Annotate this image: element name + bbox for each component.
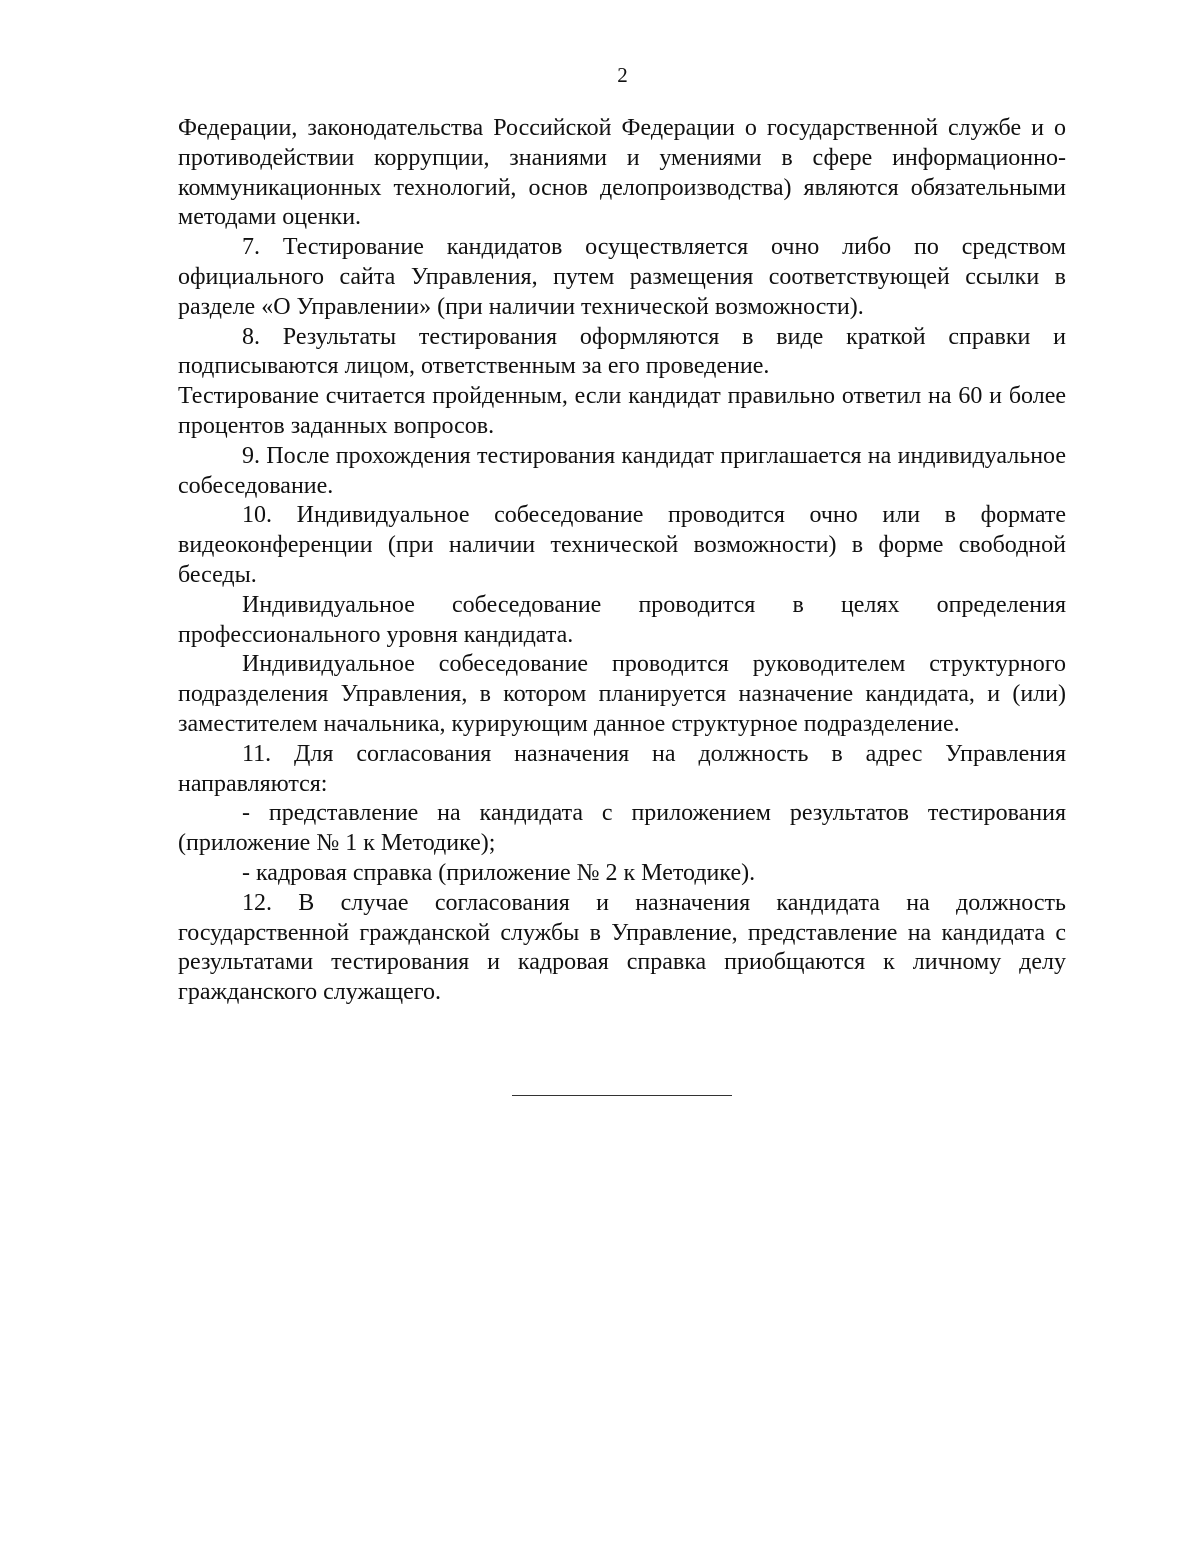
paragraph-interview-conductor: Индивидуальное собеседование проводится руководителем структурного подразделения Управления, в котором планируется назначение кандидата, и (или) заместителем начальника, курирующим данное структурное подразделение. — [178, 651, 1066, 737]
list-item-personnel-reference: - кадровая справка (приложение № 2 к Методике). — [242, 859, 756, 886]
document-body — [178, 114, 1066, 1008]
paragraph-item-12: 12. В случае согласования и назначения кандидата на должность государственной гражданской службы в Управление, представление на кандидата с результатами тестирования и кадровая справка приобщаются к личному делу гражданского служащего. — [178, 889, 1066, 1006]
end-of-document-rule — [512, 1095, 732, 1096]
paragraph-item-8: 8. Результаты тестирования оформляются в виде краткой справки и подписываются лицом, ответственным за его проведение. — [178, 323, 1066, 380]
list-item-representation: - представление на кандидата с приложением результатов тестирования (приложение № 1 к Методике); — [178, 800, 1066, 857]
paragraph-item-7: 7. Тестирование кандидатов осуществляется очно либо по средством официального сайта Управления, путем размещения соответствующей ссылки в разделе «О Управлении» (при наличии технической возможности). — [178, 234, 1066, 320]
paragraph-test-passed: Тестирование считается пройденным, если кандидат правильно ответил на 60 и более процентов заданных вопросов. — [178, 383, 1066, 439]
paragraph-continuation: Федерации, законодательства Российской Федерации о государственной службе и о противодействии коррупции, знаниями и умениями в сфере информационно-коммуникационных технологий, основ делопроизводства) являются обязательными методами оценки. — [178, 115, 1066, 231]
paragraph-item-11: 11. Для согласования назначения на должность в адрес Управления направляются: — [178, 740, 1066, 797]
paragraph-interview-purpose: Индивидуальное собеседование проводится в целях определения профессионального уровня кандидата. — [178, 591, 1066, 648]
paragraph-item-9: 9. После прохождения тестирования кандидат приглашается на индивидуальное собеседование. — [178, 442, 1066, 499]
paragraph-item-10: 10. Индивидуальное собеседование проводится очно или в формате видеоконференции (при наличии технической возможности) в форме свободной беседы. — [178, 502, 1066, 588]
page-number: 2 — [617, 63, 628, 87]
